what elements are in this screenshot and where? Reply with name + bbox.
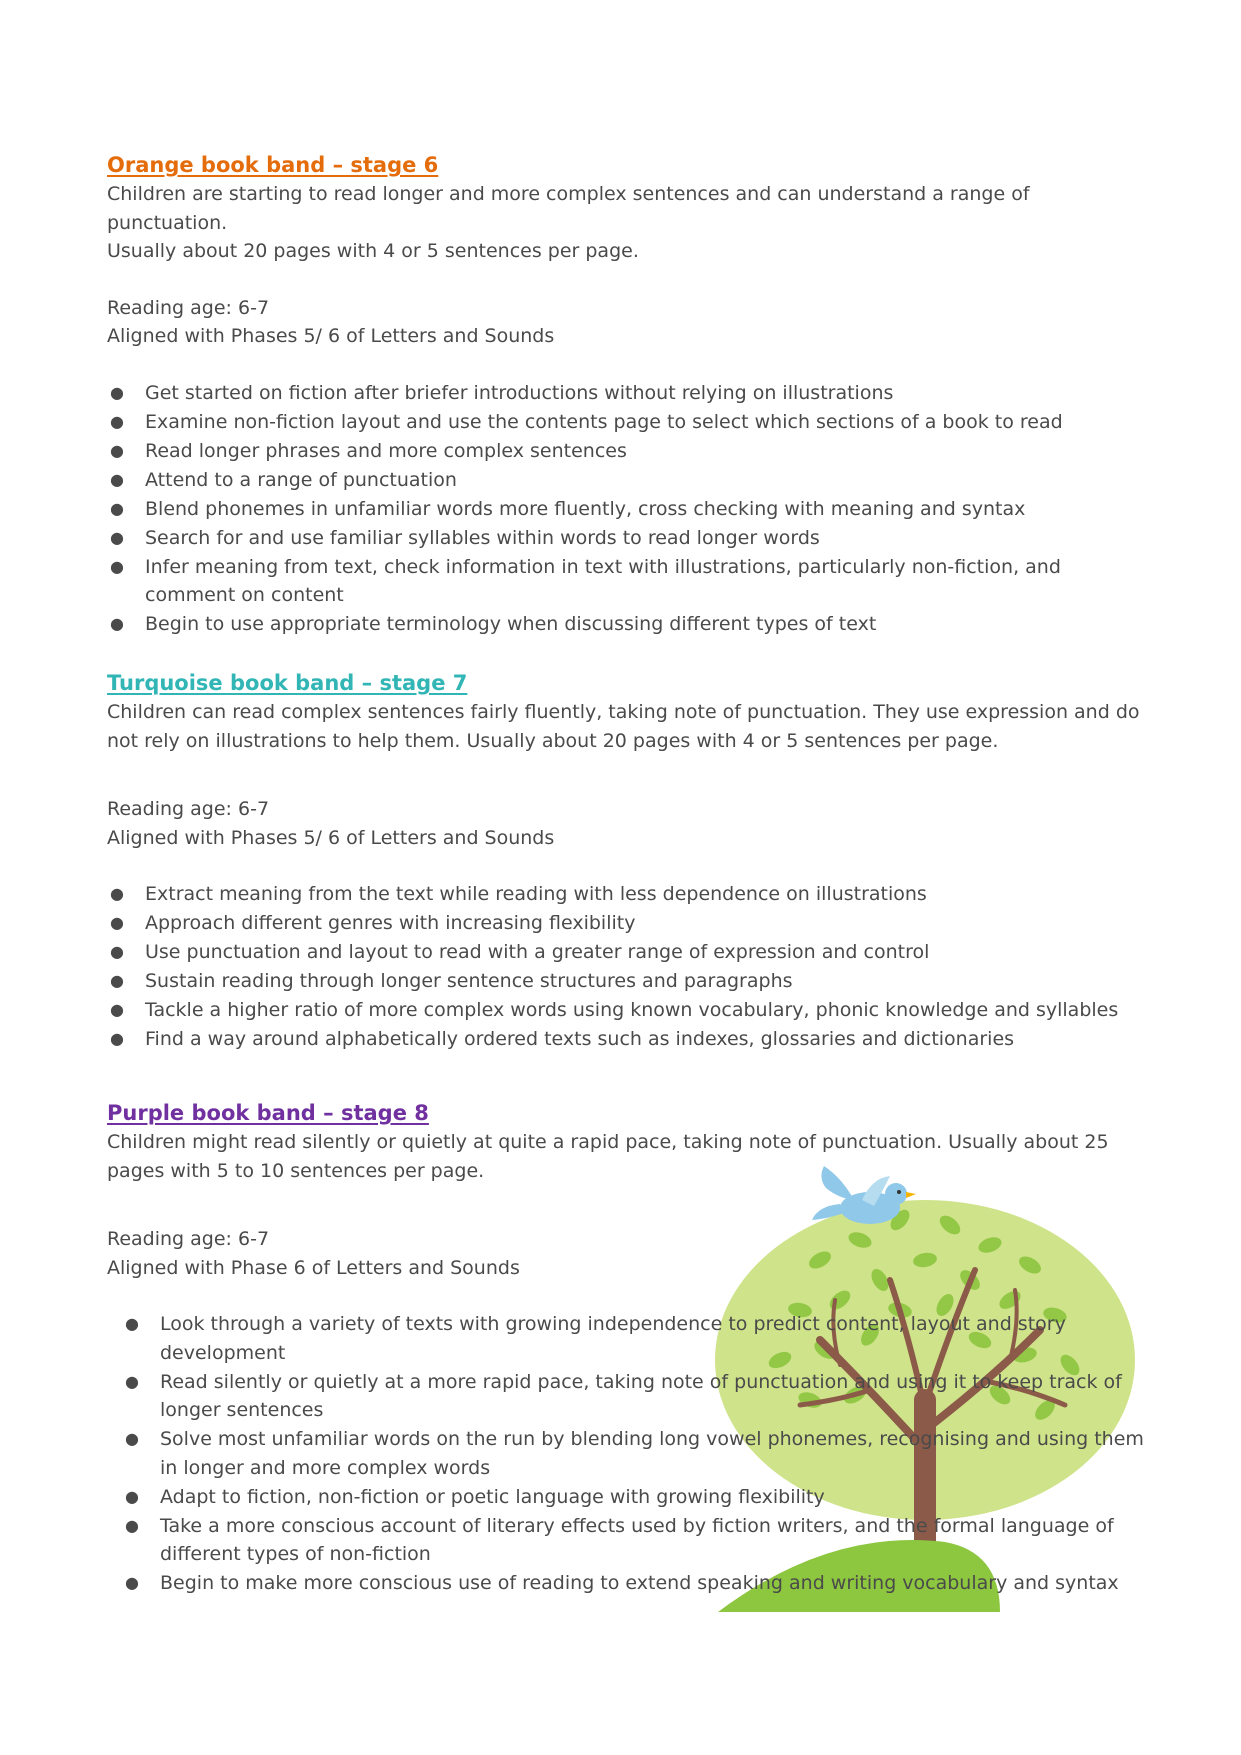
list-item: ● Tackle a higher ratio of more complex words using known vocabulary, phonic knowledge and syllables xyxy=(107,996,1147,1025)
bullet-icon: ● xyxy=(110,556,124,576)
list-item: ● Get started on fiction after briefer introductions without relying on illustrations xyxy=(107,379,1147,408)
list-item: ● Adapt to fiction, non-fiction or poetic language with growing flexibility xyxy=(122,1483,1147,1512)
list-item: ● Use punctuation and layout to read with a greater range of expression and control xyxy=(107,938,1147,967)
list-item: ● Search for and use familiar syllables within words to read longer words xyxy=(107,524,1147,553)
list-item: ● Extract meaning from the text while reading with less dependence on illustrations xyxy=(107,880,1147,909)
bullet-icon: ● xyxy=(110,942,124,961)
list-item: ● Approach different genres with increasing flexibility xyxy=(107,909,1147,938)
turquoise-reading-age: Reading age: 6-7 xyxy=(107,798,270,820)
bullet-icon: ● xyxy=(125,1371,139,1391)
bullet-icon: ● xyxy=(110,498,124,518)
bullet-icon: ● xyxy=(110,614,124,633)
list-item: ● Attend to a range of punctuation xyxy=(107,466,1147,495)
bullet-icon: ● xyxy=(125,1573,139,1592)
turquoise-section xyxy=(107,668,1147,1054)
bullet-icon: ● xyxy=(110,971,124,990)
bullet-icon: ● xyxy=(110,527,124,547)
list-item: ● Begin to use appropriate terminology when discussing different types of text xyxy=(107,610,1147,639)
bullet-icon: ● xyxy=(110,469,124,489)
list-item: ● Find a way around alphabetically ordered texts such as indexes, glossaries and dictionaries xyxy=(107,1025,1147,1054)
purple-description-line-1: Children might read silently or quietly at quite a rapid pace, taking note of punctuation. Usually about 25 xyxy=(107,1131,1109,1153)
list-item: ● Read longer phrases and more complex sentences xyxy=(107,437,1147,466)
list-item: ● Blend phonemes in unfamiliar words more fluently, cross checking with meaning and syntax xyxy=(107,495,1147,524)
turquoise-description-line-1: Children can read complex sentences fairly fluently, taking note of punctuation. They use expression and do xyxy=(107,701,1140,723)
purple-description-line-2: pages with 5 to 10 sentences per page. xyxy=(107,1159,485,1182)
bullet-icon: ● xyxy=(125,1429,139,1448)
list-item: ● Look through a variety of texts with growing independence to predict content, layout and story development xyxy=(122,1310,1147,1367)
purple-reading-age: Reading age: 6-7 xyxy=(107,1228,270,1250)
list-item: ● Infer meaning from text, check information in text with illustrations, particularly non-fiction, and comment on content xyxy=(107,553,1147,610)
purple-bullet-list xyxy=(122,1310,1147,1598)
bullet-icon: ● xyxy=(110,411,124,431)
turquoise-bullet-list xyxy=(107,880,1147,1054)
orange-section xyxy=(107,150,1147,639)
orange-bullet-list xyxy=(107,379,1147,639)
bullet-icon: ● xyxy=(110,1029,124,1048)
bullet-icon: ● xyxy=(125,1314,139,1333)
purple-aligned: Aligned with Phase 6 of Letters and Sounds xyxy=(107,1256,520,1279)
bullet-icon: ● xyxy=(125,1515,139,1535)
bullet-icon: ● xyxy=(110,382,124,402)
list-item: ● Take a more conscious account of literary effects used by fiction writers, and the formal language of different types of non-fiction xyxy=(122,1512,1147,1569)
orange-description-line-1: Children are starting to read longer and more complex sentences and can understand a range of punctuation. xyxy=(107,183,1030,234)
orange-aligned: Aligned with Phases 5/ 6 of Letters and Sounds xyxy=(107,325,555,347)
purple-section xyxy=(107,1098,1147,1598)
purple-heading: Purple book band – stage 8 xyxy=(107,1101,429,1125)
list-item: ● Solve most unfamiliar words on the run by blending long vowel phonemes, recognising and using them in longer and more complex words xyxy=(122,1425,1147,1482)
bullet-icon: ● xyxy=(110,1000,124,1019)
bullet-icon: ● xyxy=(125,1486,139,1506)
list-item: ● Read silently or quietly at a more rapid pace, taking note of punctuation and using it to keep track of longer sentences xyxy=(122,1368,1147,1425)
orange-heading: Orange book band – stage 6 xyxy=(107,153,439,177)
turquoise-description-line-2: not rely on illustrations to help them. Usually about 20 pages with 4 or 5 sentences per page. xyxy=(107,729,999,752)
bullet-icon: ● xyxy=(110,440,124,460)
list-item: ● Sustain reading through longer sentence structures and paragraphs xyxy=(107,967,1147,996)
turquoise-aligned: Aligned with Phases 5/ 6 of Letters and Sounds xyxy=(107,826,555,849)
bullet-icon: ● xyxy=(110,913,124,932)
bullet-icon: ● xyxy=(110,884,124,903)
orange-reading-age: Reading age: 6-7 xyxy=(107,296,270,319)
list-item: ● Examine non-fiction layout and use the contents page to select which sections of a book to read xyxy=(107,408,1147,437)
orange-description-line-2: Usually about 20 pages with 4 or 5 sentences per page. xyxy=(107,240,639,262)
list-item: ● Begin to make more conscious use of reading to extend speaking and writing vocabulary and syntax xyxy=(122,1569,1147,1598)
turquoise-heading: Turquoise book band – stage 7 xyxy=(107,671,468,695)
